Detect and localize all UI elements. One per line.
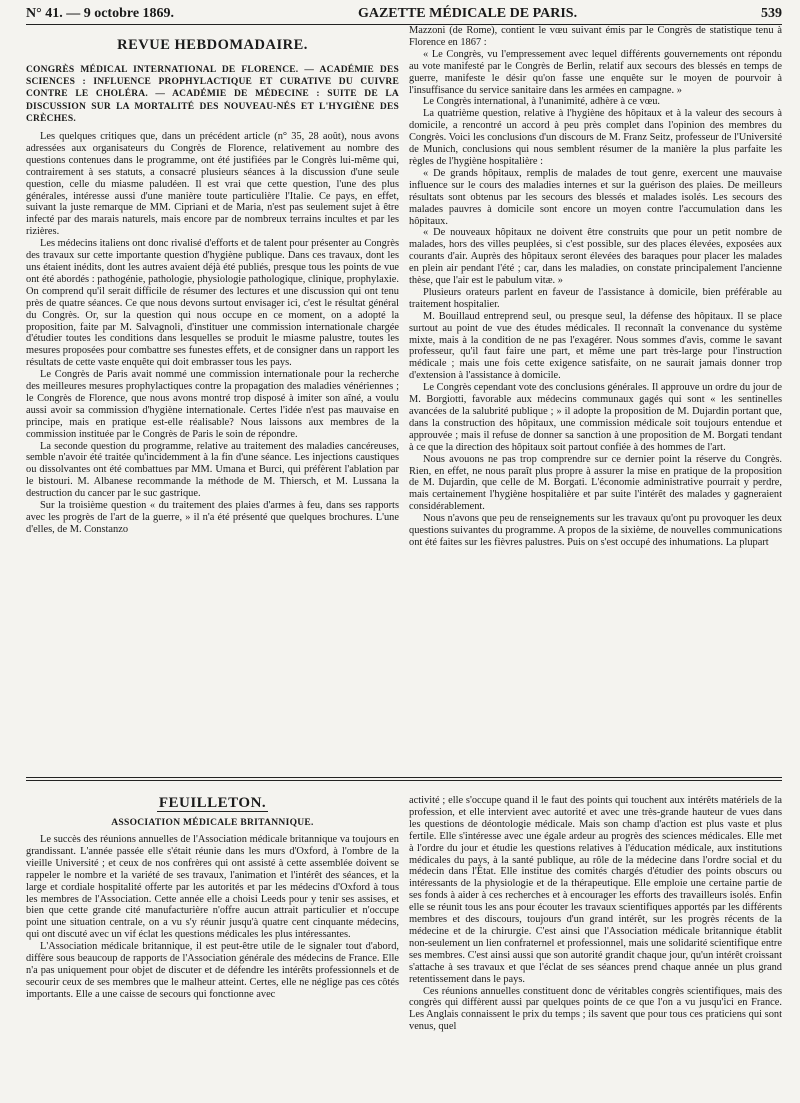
paragraph: Le Congrès international, à l'unanimité, adhère à ce vœu. [423, 96, 661, 108]
paragraph: « De grands hôpitaux, remplis de malades de tout genre, exercent une mauvaise influence sur le cours des maladies internes et sur la guérison des plaies. De meilleurs résultats sont obtenus par les secours des blessés et malades isolés. Les secours des malades pauvres à domicile sont encore un moyen contre l'accumulation dans les hôpitaux. [409, 167, 782, 227]
feuilleton-section [26, 781, 782, 1103]
journal-title: GAZETTE MÉDICALE DE PARIS. [357, 6, 578, 21]
revue-right-column [409, 25, 782, 769]
paragraph: Les médecins italiens ont donc rivalisé d'efforts et de talent pour présenter au Congrès des travaux sur cette importante question d'hygiène publique. Dans ces travaux, dont les uns étaient inédits, dont les autres avaient déjà été publiés, presque tous les points de vue ont été abordés : pathogénie, pathologie, physiologie pathologique, clinique, prophylaxie. On comprend qu'il serait difficile de résumer des lectures et une discussion qui ont tenu près de quatre séances. Ce que nous devons surtout envisager ici, c'est le résultat général du Congrès. Or, sur la question qui nous occupe en ce moment, on a adopté la proposition, faite par M. Salvagnoli, d'instituer une commission internationale chargée d'étudier toutes les conditions dans lesquelles se produit le miasme palustre, toutes les mesures proposées pour combattre ses funestes effets, et de consigner dans un rapport les résultats de cette vaste enquête qui doit embrasser tous les pays. [26, 238, 399, 369]
feuilleton-title-text: FEUILLETON. [158, 795, 267, 811]
page-header [26, 0, 782, 25]
paragraph: Sur la troisième question « du traitement des plaies d'armes à feu, dans ses rapports avec les progrès de l'art de la guerre, » il n'a été présenté que quelques brochures. L'une d'elles, de M. Constanzo [26, 500, 399, 535]
feuilleton-subtitle: ASSOCIATION MÉDICALE BRITANNIQUE. [111, 818, 314, 828]
revue-title: REVUE HEBDOMADAIRE. [117, 37, 308, 53]
paragraph: Plusieurs orateurs parlent en faveur de l'assistance à domicile, bien préférable au traitement hospitalier. [409, 286, 782, 310]
paragraph: La quatrième question, relative à l'hygiène des hôpitaux et à la valeur des secours à domicile, a rencontré un accord à peu près complet dans l'opinion des membres du Congrès. Voici les conclusions d'un discours de M. Franz Seitz, professeur de l'Université de Munich, conclusions qui nous semblent résumer de la manière la plus parfaite les règles de l'hygiène hospitalière : [409, 108, 782, 167]
paragraph: Nous avouons ne pas trop comprendre sur ce dernier point la réserve du Congrès. Rien, en effet, ne nous paraît plus propre à assurer la mise en pratique de la proposition de M. Dujardin, que celle de M. Borgati. L'économie administrative pourrait y perdre, mais certainement l'hygiène hospitalière et par suite l'intérêt des malades y gagneraient considérablement. [409, 453, 782, 513]
paragraph: Nous n'avons que peu de renseignements sur les travaux qu'ont pu provoquer les deux questions suivantes du programme. A propos de la sixième, de nouvelles communications ont été faites sur les fièvres palustres. Puis on s'est occupé des inhumations. La plupart [409, 513, 782, 548]
paragraph: Les quelques critiques que, dans un précédent article (n° 35, 28 août), nous avons adressées aux organisateurs du Congrès de Florence, relativement au nombre des questions contenues dans le programme, ont été justifiées par le Congrès lui-même qui, contrairement à ses statuts, a consacré plusieurs séances à la discussion d'une seule question, celle du miasme paludéen. Il est vrai que cette question, l'une des plus générales, intéresse aussi d'une manière toute particulière l'Italie. Ce pays, en effet, suivant la juste remarque de MM. Cipriani et de Maria, n'est pas seulement sujet à être infecté par des marais naturels, mais encore par de nombreux terrains incultes et par les rizières. [26, 131, 399, 238]
paragraph: Le Congrès cependant vote des conclusions générales. Il approuve un ordre du jour de M. Borgiotti, favorable aux médecins communaux gagés qui sont « les sentinelles avancées de la salubrité publique ; » il adopte la proposition de M. Dujardin portant que, dans la construction des hôpitaux, une commission médicale soit toujours entendue et approuvée ; mais il refuse de donner sa sanction à une proposition de M. Borgati tendant à ce que la direction des hôpitaux soit partout confiée à des hommes de l'art. [409, 382, 782, 453]
page-number: 539 [760, 6, 782, 21]
paragraph: L'Association médicale britannique, il est peut-être utile de le signaler tout d'abord, diffère sous beaucoup de rapports de l'Association générale des médecins de France. Elle n'a pas uniquement pour objet de discuter et de défendre les intérêts professionnels et de secourir ceux de ses membres que le malheur atteint. Certes, elle ne néglige pas ces côtés importants. Elle a une caisse de secours qui fonctionne avec [26, 941, 399, 1000]
paragraph: « De nouveaux hôpitaux ne doivent être construits que pour un petit nombre de malades, hors des villes peuplées, si c'est possible, sur des places élevées, exposées aux courants d'air. Auprès des hôpitaux seront élevées des baraques pour placer les malades en plein air pendant l'été ; car, dans les maladies, on constate principalement l'ancienne thèse, que l'air est le pabulum vitæ. » [409, 227, 782, 287]
paragraph: La seconde question du programme, relative au traitement des maladies cancéreuses, semble n'avoir été traitée qu'incidemment à la fin d'une séance. Les injections caustiques ou dissolvantes ont été combattues par MM. Umana et Burci, qui préfèrent l'ablation par le bistouri. M. Albanese recommande la méthode de M. Thiersch, et M. Lussana la destruction du cancer par le suc gastrique. [26, 440, 399, 500]
paragraph: activité ; elle s'occupe quand il le faut des points qui touchent aux intérêts matériels de la profession, et elle intervient avec autorité et avec une très-grande hauteur de vues dans les questions de déontologie médicale. Mais son champ d'action est plus vaste et plus fertile. Elle s'intéresse avec une égale ardeur au progrès des sciences médicales. Elle met à l'ordre du jour et étudie les questions relatives à l'éducation médicale, aux institutions médicales du pays, à la santé publique, au rôle de la médecine dans l'ordre social et du médecin dans l'État. Elle institue des comités chargés d'étudier des points obscurs ou intéressants de la physiologie et de la thérapeutique. Elle emploie une certaine partie de ses fonds à aider à ces recherches et à encourager les efforts des travailleurs isolés. Enfin elle se réunit tous les ans pour écouter les travaux scientifiques apportés par les différents membres et des discours, toujours d'un grand intérêt, sur les progrès récents de la médecine et de la chirurgie. C'est ainsi que l'Association médicale britannique établit non-seulement un lien confraternel et professionnel, mais une solidarité scientifique entre ses membres. C'est ainsi aussi que son autorité grandit chaque jour, qu'un intérêt croissant s'attache à ses travaux et que l'éclat de ses séances prend chaque année un plus grand retentissement dans le pays. [409, 795, 782, 985]
paragraph: « Le Congrès, vu l'empressement avec lequel différents gouvernements ont répondu au vote manifesté par le Congrès de Berlin, relatif aux secours des blessés en temps de guerre, manifeste le désir qu'on fasse une enquête sur le moyen de pourvoir à l'insuffisance du service sanitaire dans les armées en campagne. » [409, 48, 782, 96]
feuilleton-left-column [26, 781, 399, 1103]
revue-subtitle: CONGRÈS MÉDICAL INTERNATIONAL DE FLORENCE. — ACADÉMIE DES SCIENCES : INFLUENCE PROPHYLACTIQUE ET CURATIVE DU CUIVRE CONTRE LE CHOLÉRA. — ACADÉMIE DE MÉDECINE : SUITE DE LA DISCUSSION SUR LA MORTALITÉ DES NOUVEAU-NÉS ET L'HYGIÈNE DES CRÈCHES. [26, 65, 399, 124]
feuilleton-title [26, 795, 399, 812]
revue-section [26, 25, 782, 769]
section-divider [26, 777, 782, 778]
revue-left-body [26, 131, 399, 536]
paragraph: Mazzoni (de Rome), contient le vœu suivant émis par le Congrès de statistique tenu à Florence en 1867 : [409, 25, 782, 48]
paragraph: Ces réunions annuelles constituent donc de véritables congrès scientifiques, mais des congrès qui diffèrent aussi par quelques points de ce que l'on a vu jusqu'ici en France. Les Anglais connaissent le prix du temps ; ils savent que pour tous ces praticiens qui sont venus, quel [409, 985, 782, 1033]
paragraph: Le succès des réunions annuelles de l'Association médicale britannique va toujours en grandissant. L'année passée elle s'était réunie dans les murs d'Oxford, à l'ombre de la vieille Université ; et ceux de nos confrères qui ont assisté à cette assemblée doivent se rappeler le nombre et la variété de ses travaux, l'animation et l'intérêt des séances, et la large et cordiale hospitalité offerte par les autorités et par les médecins d'Oxford à tous les membres de l'Association. Cette année elle a choisi Leeds pour y tenir ses assises, et bien que cette grande cité manufacturière n'offre aucun attrait particulier et n'occupe point une situation centrale, on a vu s'y réunir jusqu'à quatre cent cinquante médecins, qui ont discuté avec un vif éclat les questions médicales les plus intéressantes. [26, 834, 399, 941]
issue-number: N° 41. — 9 octobre 1869. [26, 6, 175, 21]
revue-left-column [26, 25, 399, 769]
paragraph: Le Congrès de Paris avait nommé une commission internationale pour la recherche des meilleures mesures prophylactiques contre la propagation des maladies vénériennes ; le Congrès de Florence, que nous avons montré trop disposé à imiter son aîné, a voulu aussi avoir sa commission d'hygiène internationale. Certes l'idée n'est pas mauvaise en principe, mais en pratique est-elle réalisable? Nous laissons aux membres de la commission instituée par le Congrès de Paris le soin de répondre. [26, 369, 399, 440]
paragraph: M. Bouillaud entreprend seul, ou presque seul, la défense des hôpitaux. Il se place surtout au point de vue des études médicales. Il reconnaît la convenance du système mixte, mais à la condition de ne pas l'exagérer. Nous sommes d'avis, comme le savant professeur, qu'il faut faire une part, et même une part très-large pour l'instruction médicale ; mais une fois cette exigence satisfaite, on ne saurait jamais donner trop d'extension à l'assistance à domicile. [409, 310, 782, 382]
feuilleton-right-column [409, 795, 782, 1103]
